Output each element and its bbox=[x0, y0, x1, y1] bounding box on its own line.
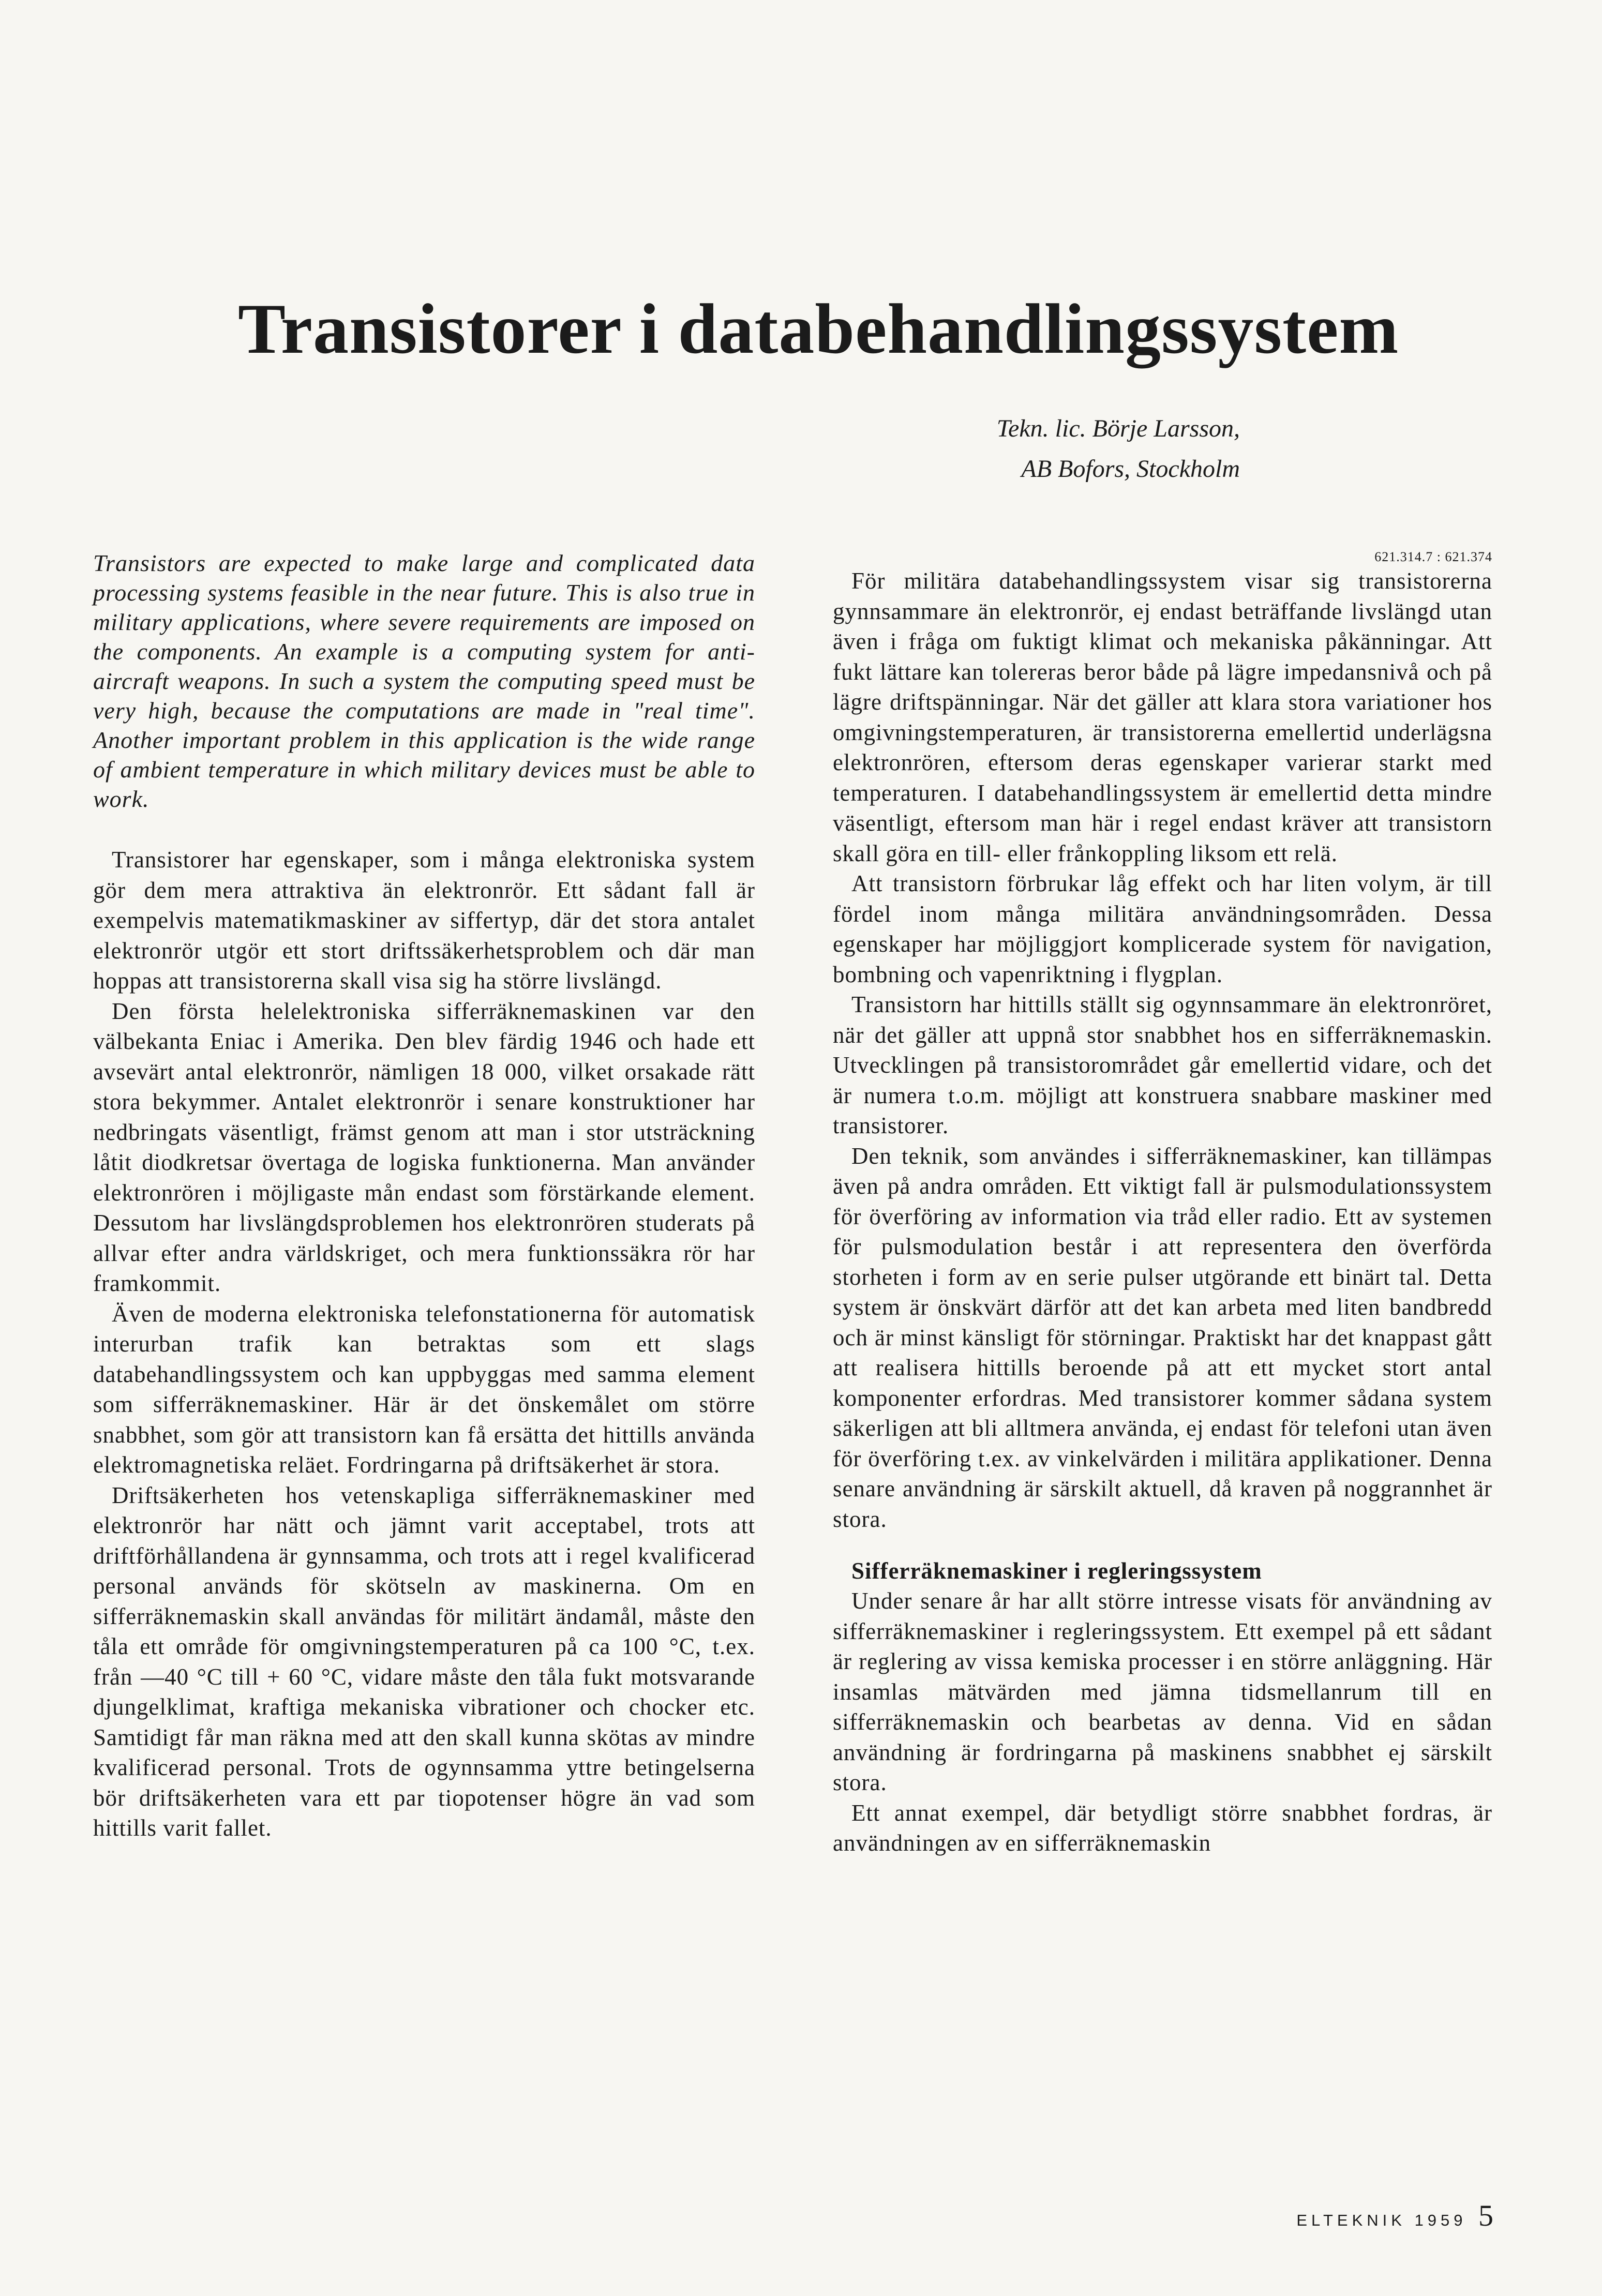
body-paragraph: Transistorer har egenskaper, som i många elektroniska system gör dem mera attraktiva än elektronrör. Ett sådant fall är exempelvis matematikmaskiner av siffertyp, där det stora antalet elektronrör utgör ett stort driftssäkerhetsproblem och där man hoppas att transistorerna skall visa sig ha större livslängd. bbox=[93, 847, 755, 994]
page-footer bbox=[1296, 2198, 1493, 2233]
right-column bbox=[833, 548, 1492, 1858]
journal-name: ELTEKNIK 1959 bbox=[1296, 2211, 1467, 2229]
left-column bbox=[93, 548, 755, 1843]
body-paragraph: Den första helelektroniska sifferräknemaskinen var den välbekanta Eniac i Amerika. Den blev färdig 1946 och hade ett avsevärt antal elektronrör, nämligen 18 000, vilket orsakade rätt stora bekymmer. Antalet elektronrör i senare konstruktioner har nedbringats väsentligt, främst genom att man i stor utsträckning låtit diodkretsar övertaga de logiska funktionerna. Man använder elektronrören i möjligaste mån endast som förstärkande element. Dessutom har livslängdsproblemen hos elektronrören studerats på allvar efter andra världskriget, och mera funktionssäkra rör har framkommit. bbox=[93, 998, 755, 1296]
section-heading: Sifferräknemaskiner i regleringssystem bbox=[851, 1558, 1262, 1584]
page-number: 5 bbox=[1478, 2199, 1493, 2232]
body-paragraph: Att transistorn förbrukar låg effekt och har liten volym, är till fördel inom många militära användningsområden. Dessa egenskaper har möjliggjort komplicerade system för navigation, bombning och vapenriktning i flygplan. bbox=[833, 871, 1492, 987]
english-abstract: Transistors are expected to make large and complicated data processing systems feasible in the near future. This is also true in military applications, where severe requirements are imposed on the components. An example is a computing system for anti-aircraft weapons. In such a system the computing speed must be very high, because the computations are made in "real time". Another important problem in this application is the wide range of ambient temperature in which military devices must be able to work. bbox=[93, 550, 755, 812]
byline bbox=[997, 409, 1240, 489]
article-title: Transistorer i databehandlingssystem bbox=[238, 289, 1399, 368]
affiliation-line: AB Bofors, Stockholm bbox=[1021, 455, 1240, 483]
body-paragraph: Driftsäkerheten hos vetenskapliga sifferräknemaskiner med elektronrör har nätt och jämnt varit acceptabel, trots att driftförhållandena är gynnsamma, och trots att i regel kvalificerad personal används för skötseln av maskinerna. Om en sifferräknemaskin skall användas för militärt ändamål, måste den tåla ett område för omgivningstemperaturen på ca 100 °C, t.ex. från —40 °C till + 60 °C, vidare måste den tåla fukt motsvarande djungelklimat, kraftiga mekaniska vibrationer och chocker etc. Samtidigt får man räkna med att den skall kunna skötas av mindre kvalificerad personal. Trots de ogynnsamma yttre betingelserna bör driftsäkerheten vara ett par tiopotenser högre än vad som hittills varit fallet. bbox=[93, 1482, 755, 1841]
body-paragraph: För militära databehandlingssystem visar sig transistorerna gynnsammare än elektronrör, ej endast beträffande livslängd utan även i fråga om fuktigt klimat och mekaniska påkänningar. Att fukt lättare kan tolereras beror både på lägre impedansnivå och på lägre driftspänningar. När det gäller att klara stora variationer hos omgivningstemperaturen, är transistorerna emellertid underlägsna elektronrören, eftersom deras egenskaper varierar starkt med temperaturen. I databehandlingssystem är emellertid detta mindre väsentligt, eftersom man här i regel endast kräver att transistorn skall göra en till- eller frånkoppling liksom ett relä. bbox=[833, 568, 1492, 866]
body-paragraph: Den teknik, som användes i sifferräknemaskiner, kan tillämpas även på andra områden. Ett viktigt fall är pulsmodulationssystem för överföring av information via tråd eller radio. Ett av systemen för pulsmodulation består i att representera den överförda storheten i form av en serie pulser utgörande ett binärt tal. Detta system är önskvärt därför att det kan arbeta med liten bandbredd och är minst känsligt för störningar. Praktiskt har det knappast gått att realisera hittills beroende på att ett mycket stort antal komponenter erfordras. Med transistorer kommer sådana system säkerligen att bli alltmera använda, ej endast för telefoni utan även för överföring t.ex. av vinkelvärden i militära applikationer. Denna senare användning är särskilt aktuell, då kraven på noggrannhet är stora. bbox=[833, 1143, 1492, 1532]
body-paragraph: Under senare år har allt större intresse visats för användning av sifferräknemaskiner i regleringssystem. Ett exempel på ett sådant är reglering av vissa kemiska processer i en större anläggning. Här insamlas mätvärden med jämna tidsmellanrum till en sifferräknemaskin och bearbetas av denna. Vid en sådan användning är fordringarna på maskinens snabbhet ej särskilt stora. bbox=[833, 1588, 1492, 1795]
body-paragraph: Transistorn har hittills ställt sig ogynnsammare än elektronröret, när det gäller att uppnå stor snabbhet hos en sifferräknemaskin. Utvecklingen på transistorområdet går emellertid vidare, och det är numera t.o.m. möjligt att konstruera snabbare maskiner med transistorer. bbox=[833, 992, 1492, 1138]
body-paragraph: Även de moderna elektroniska telefonstationerna för automatisk interurban trafik kan betraktas som ett slags databehandlingssystem och kan uppbyggas med samma element som sifferräknemaskiner. Här är det önskemålet om större snabbhet, som gör att transistorn kan få ersätta det hittills använda elektromagnetiska reläet. Fordringarna på driftsäkerhet är stora. bbox=[93, 1300, 755, 1478]
author-line: Tekn. lic. Börje Larsson, bbox=[996, 415, 1240, 442]
udc-classification: 621.314.7 : 621.374 bbox=[1374, 549, 1492, 564]
body-paragraph: Ett annat exempel, där betydligt större snabbhet fordras, är användningen av en sifferräknemaskin bbox=[833, 1799, 1492, 1856]
